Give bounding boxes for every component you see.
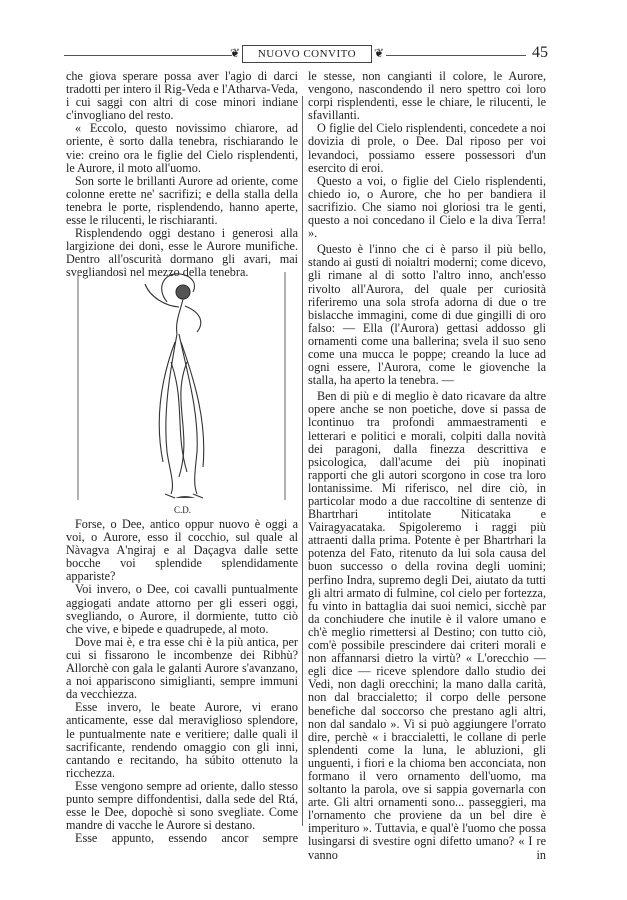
paragraph: Voi invero, o Dee, coi cavalli puntualmente aggiogati andate attorno per gli esseri oggi, svegliando, o Aurore, il dormiente, tutto ciò che vive, e bipede e quadrupede, al moto. [66, 582, 298, 636]
paragraph: Questo a voi, o figlie del Cielo risplendenti, chiedo io, o Aurore, che ho per bandiera il sacrifizio. Che siamo noi gloriosi tra le genti, questo a noi concedano il Cielo e la diva Terra! ». [308, 173, 546, 241]
paragraph: Son sorte le brillanti Aurore ad oriente, come colonne erette ne' sacrifizi; e della stalla della tenebra le porte, risplendendo, hanno aperte, esse le rilucenti, le rischiaranti. [66, 173, 298, 228]
column-rule [302, 96, 303, 826]
paragraph: O figlie del Cielo risplendenti, concedete a noi dovizia di prole, o Dee. Dal riposo per voi levandoci, possiamo essere possessori d'un esercito di eroi. [308, 121, 546, 175]
paragraph: che giova sperare possa aver l'agio di darci tradotti per intero il Rig-Veda e l'Atharva-Veda, i cui saggi con altri di cose minori indiane c'invogliano del resto. [66, 69, 298, 123]
left-column-bottom [66, 518, 298, 845]
paragraph: Esse appunto, essendo ancor sempre [75, 831, 298, 846]
left-column-top [66, 70, 298, 280]
paragraph: « Eccolo, questo novissimo chiarore, ad oriente, è sorto dalla tenebra, rischiarando le vie: creino ora le figlie del Cielo risplendenti, le Aurore, il moto all'uomo. [66, 121, 298, 175]
illustration-signature: C.D. [173, 505, 191, 515]
paragraph: le stesse, non cangianti il colore, le Aurore, vengono, nascondendo il nero spettro coi loro corpi risplendenti, esse le chiare, le rilucenti, le sfavillanti. [308, 69, 546, 123]
journal-title: NUOVO CONVITO [242, 45, 372, 63]
page-number: 45 [532, 44, 548, 61]
paragraph: Forse, o Dee, antico oppur nuovo è oggi a voi, o Aurore, esso il cocchio, sul quale al Nàvagva A'ngiraj e al Daçagva dalle sette bocche voi splendide splendidamente appariste? [66, 517, 298, 584]
paragraph: Questo è l'inno che ci è parso il più bello, stando ai gusti di noialtri moderni; come dicevo, gli rimane al di sotto l'altro inno, anch'esso rivolto all'Aurora, del quale per curiosità riferiremo una sola strofa adorna di due o tre bislacche immagini, come di due gingilli di oro falso: — Ella (l'Aurora) gettasi addosso gli ornamenti come una ballerina; svela il suo seno come una mucca le poppe; creando la luce ad ogni essere, l'Aurora, come le giovenche la stalla, ha aperto la tenebra. — [308, 242, 546, 388]
header-rule-left [64, 55, 232, 56]
dancer-figure-icon [75, 262, 290, 502]
header-rule-right [386, 55, 526, 56]
ornament-icon: ❦ [230, 46, 241, 60]
ornament-icon: ❦ [374, 46, 385, 60]
paragraph: Ben di più e di meglio è dato ricavare da altre opere anche se non poetiche, dove si passa de lcontinuo tra profondi ammaestramenti e letterari e politici e morali, colpiti dalla novità dei paragoni, dalla finezza descrittiva e psicologica, dall'acume dei più inopinati rapporti che gli autori scorgono in cose tra loro lontanissime. Mi riferisco, nel dire ciò, in particolar modo a due raccoltine di sentenze di Bhartrhari intitolate Niticataka e Vairagyacataka. Spigoleremo i raggi più attraenti dalla prima. Potente è per Bhartrhari la potenza del Fato, ritenuto da lui sola causa del buon successo o della rovina degli uomini; perfino Indra, supremo degli Dei, aiutato da tutti gli altri armato di fulmine, col cielo per fortezza, fu vinto in battaglia dai suoi nemici, sicchè par da conchiudere che inutile è il valore umano e ch'è meglio rimettersi al Destino; con tutto ciò, com'è possibile prescindere dai criteri morali e non affannarsi dietro la virtù? « L'orecchio — egli dice — riceve splendore dallo studio dei Vedi, non dagli orecchini; la mano dalla carità, non dal braccialetto; il corpo delle persone benefiche dal soccorso che prestano agli altri, non dal sandalo ». Vi si può aggiungere l'orrato dire, perchè « i braccialetti, le collane di perle splendenti come la luna, le abluzioni, gli unguenti, i fiori e la chioma ben acconciata, non formano il vero ornamento dell'uomo, ma soltanto la parola, ove si sappia governarla con arte. Gli altri ornamenti sono... passeggieri, ma l'ornamento che proviene da un bel dire è imperituro ». Tuttavia, e qual'è l'uomo che possa lusingarsi di svestire ogni difetto umano? « I re vanno in [308, 389, 546, 862]
paragraph: Dove mai è, e tra esse chi è la più antica, per cui si fissarono le incombenze dei Ribhù? Allorchè con gala le galanti Aurore s'avanzano, a noi appariscono simiglianti, sempre immuni da vecchiezza. [66, 634, 298, 702]
paragraph: Esse vengono sempre ad oriente, dallo stesso punto sempre diffondentisi, dalla sede del Rtá, esse le Dee, dopochè si sono svegliate. Come mandre di vacche le Aurore si destano. [66, 778, 298, 833]
dancer-illustration [75, 262, 290, 518]
paragraph: Risplendendo oggi destano i generosi alla largizione dei doni, esse le Aurore munifiche. Dentro all'oscurità dormano gli avari, mai svegliandosi nel mezzo della tenebra. [66, 226, 298, 280]
paragraph: Esse invero, le beate Aurore, vi erano anticamente, esse dal meraviglioso splendore, le puntualmente nate e veritiere; dalle quali il sacrificante, rendendo omaggio con gli inni, cantando e recitando, ha súbito ottenuto la ricchezza. [66, 700, 298, 780]
right-column [308, 70, 546, 862]
running-header [64, 44, 548, 64]
